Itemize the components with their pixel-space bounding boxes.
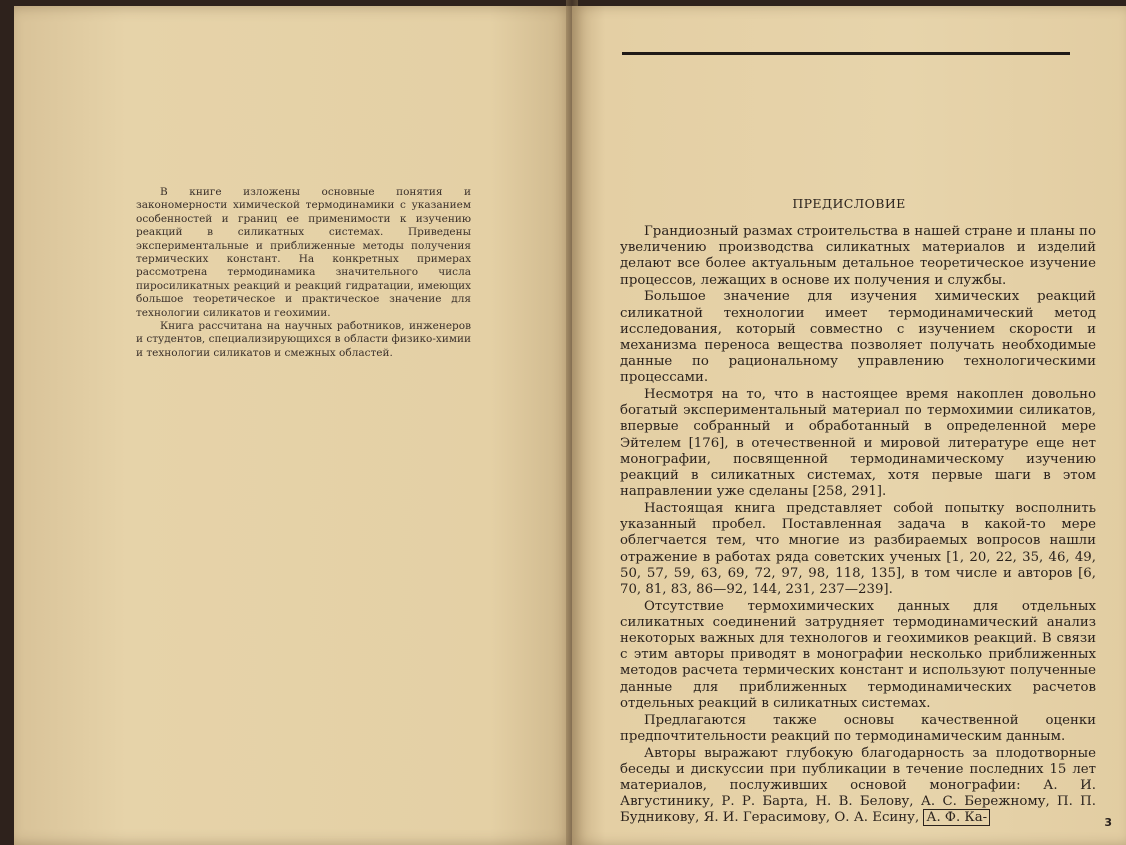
preface-body <box>620 224 1096 827</box>
preface-paragraph: Большое значение для изучения химических реакций силикатной технологии имеет термодинамический метод исследования, который совместно с изучением скорости и механизма переноса вещества позволяет получать необходимые данные по рациональному управлению технологическими процессами. <box>620 289 1096 386</box>
header-rule <box>622 52 1070 55</box>
preface-paragraph <box>620 746 1096 827</box>
preface-paragraph: Грандиозный размах строительства в нашей стране и планы по увеличению производства силикатных материалов и изделий делают все более актуальным детальное теоретическое изучение процессов, лежащих в основе их получения и службы. <box>620 224 1096 288</box>
annotation-paragraph: В книге изложены основные понятия и закономерности химической термодинамики с указанием особенностей и границ ее применимости к изучению реакций в силикатных системах. Приведены экспериментальные и приближенные методы получения термических констант. На конкретных примерах рассмотрена термодинамика значительного числа пиросиликатных реакций и реакций гидратации, имеющих большое теоретическое и практическое значение для технологии силикатов и геохимии. <box>136 186 471 319</box>
page-number: 3 <box>1104 816 1112 829</box>
right-page <box>572 6 1126 845</box>
preface-paragraph: Несмотря на то, что в настоящее время накоплен довольно богатый экспериментальный материал по термохимии силикатов, впервые собранный и обработанный в определенной мере Эйтелем [176], в отечественной и мировой литературе еще нет монографии, посвященной термодинамическому изучению реакций в силикатных системах, хотя первые шаги в этом направлении уже сделаны [258, 291]. <box>620 387 1096 500</box>
preface-paragraph: Отсутствие термохимических данных для отдельных силикатных соединений затрудняет термодинамический анализ некоторых важных для технологов и геохимиков реакций. В связи с этим авторы приводят в монографии несколько приближенных методов расчета термических констант и используют полученные данные для приближенных термодинамических расчетов отдельных реакций в силикатных системах. <box>620 598 1096 711</box>
annotation-paragraph: Книга рассчитана на научных работников, инженеров и студентов, специализирующихся в области физико-химии и технологии силикатов и смежных областей. <box>136 320 471 359</box>
book-annotation <box>136 186 471 360</box>
page-title: ПРЕДИСЛОВИЕ <box>792 196 906 211</box>
left-page <box>14 6 574 845</box>
boxed-name: А. Ф. Ка- <box>923 809 990 826</box>
preface-paragraph: Настоящая книга представляет собой попытку восполнить указанный пробел. Поставленная задача в какой-то мере облегчается тем, что многие из разбираемых вопросов нашли отражение в работах ряда советских ученых [1, 20, 22, 35, 46, 49, 50, 57, 59, 63, 69, 72, 97, 98, 118, 135], в том числе и авторов [6, 70, 81, 83, 86—92, 144, 231, 237—239]. <box>620 500 1096 597</box>
preface-paragraph: Предлагаются также основы качественной оценки предпочтительности реакций по термодинамическим данным. <box>620 712 1096 744</box>
acknowledgement-text: Авторы выражают глубокую благодарность за плодотворные беседы и дискуссии при публикации в течение последних 15 лет материалов, послуживших основой монографии: А. И. Августинику, Р. Р. Барта, Н. В. Белову, А. С. Бережному, П. П. Будникову, Я. И. Герасимову, О. А. Есину, <box>620 745 1096 826</box>
